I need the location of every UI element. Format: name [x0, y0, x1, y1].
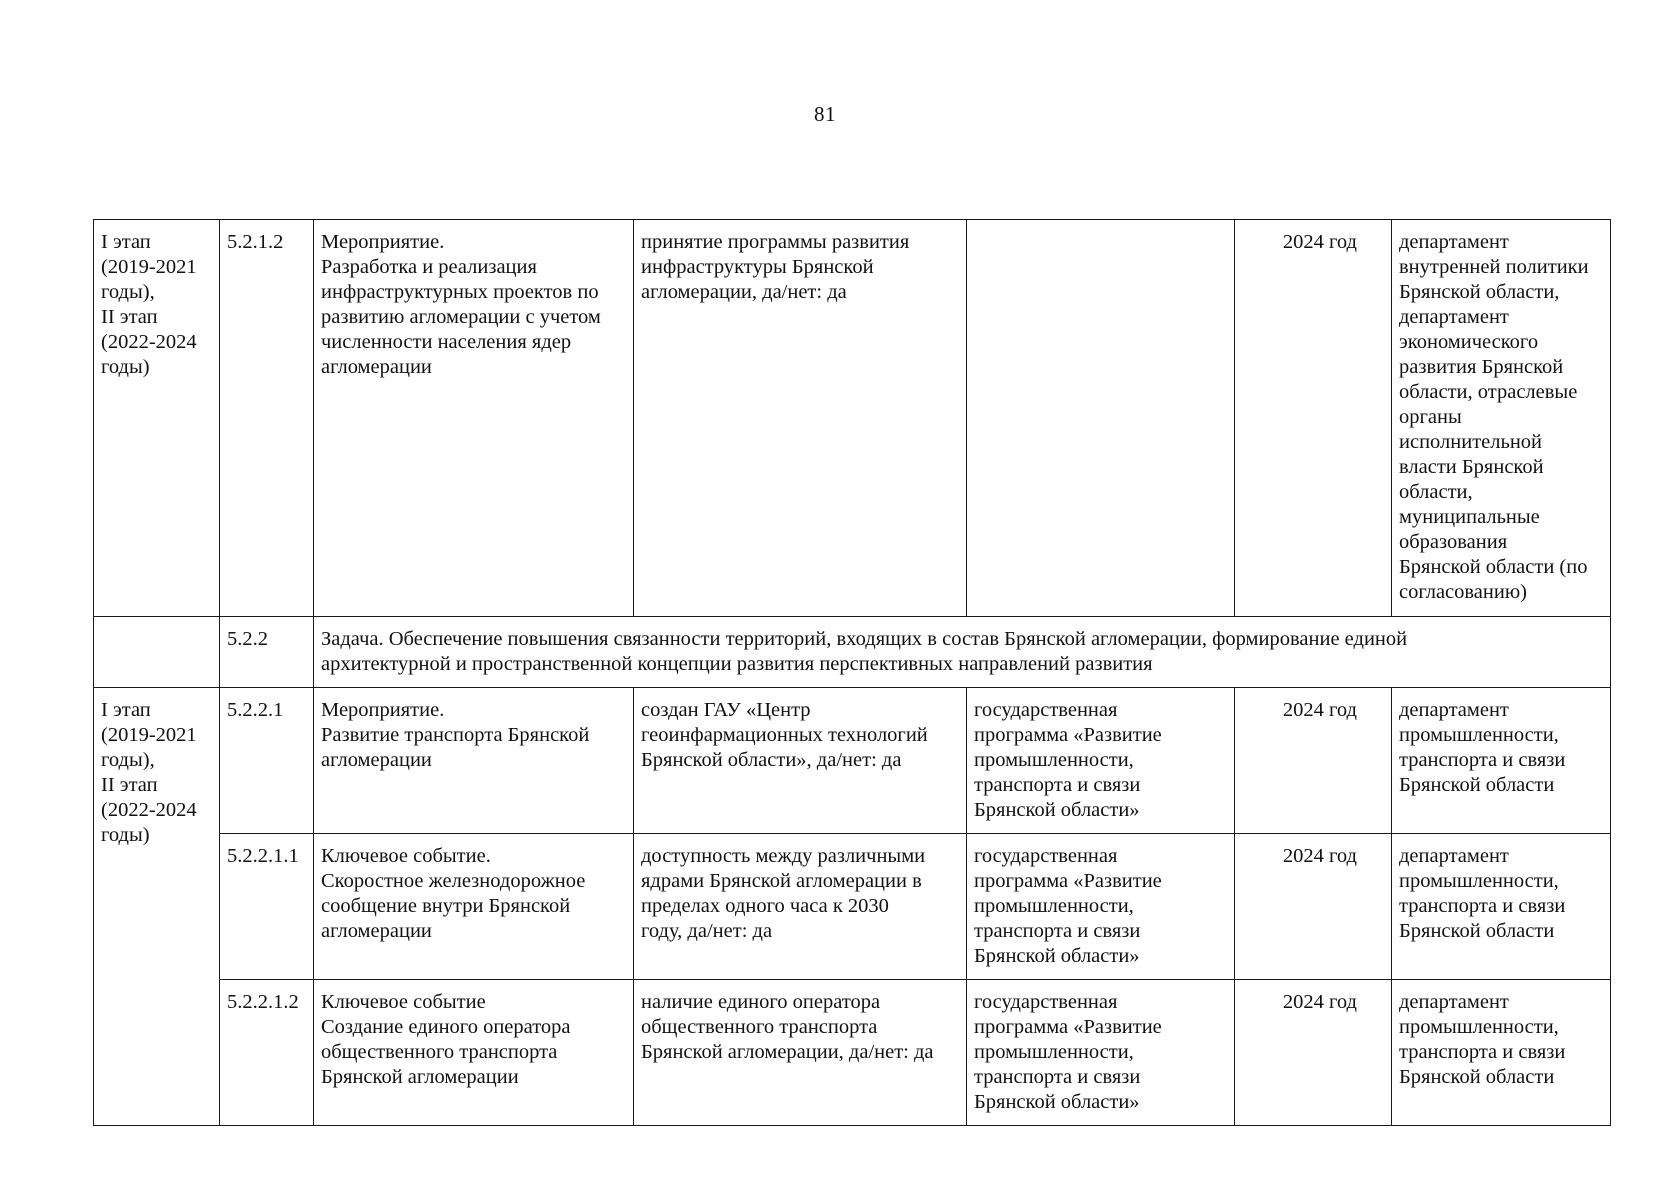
responsible-line: исполнительной	[1399, 431, 1543, 453]
year-cell: 2024 год	[1235, 834, 1392, 980]
activity-line: Мероприятие.	[321, 231, 445, 253]
task-line: архитектурной и пространственной концепции развития перспективных направлений развития	[321, 653, 1153, 675]
indicator-line: инфраструктуры Брянской	[641, 256, 874, 278]
stage-line: I этап	[101, 231, 151, 253]
responsible-line: развития Брянской	[1399, 356, 1564, 378]
table-row	[94, 617, 1611, 688]
activity-line: Ключевое событие	[321, 991, 486, 1013]
responsible-cell	[1392, 220, 1611, 617]
indicator-line: Брянской области», да/нет: да	[641, 749, 902, 771]
indicator-cell	[634, 688, 967, 834]
activity-cell	[314, 220, 634, 617]
table-row	[94, 980, 1611, 1126]
activity-line: агломерации	[321, 920, 432, 942]
responsible-line: департамент	[1399, 306, 1509, 328]
stage-line: (2022-2024	[101, 799, 197, 821]
activity-cell	[314, 834, 634, 980]
responsible-cell	[1392, 834, 1611, 980]
activity-line: Разработка и реализация	[321, 256, 537, 278]
program-cell	[967, 980, 1235, 1126]
responsible-line: департамент	[1399, 699, 1509, 721]
indicator-cell	[634, 220, 967, 617]
indicator-line: общественного транспорта	[641, 1016, 878, 1038]
responsible-line: промышленности,	[1399, 870, 1559, 892]
indicator-line: принятие программы развития	[641, 231, 910, 253]
stage-cell	[94, 617, 220, 688]
activity-line: агломерации	[321, 356, 432, 378]
responsible-line: области,	[1399, 481, 1473, 503]
page-number: 81	[814, 102, 836, 126]
activity-line: развитию агломерации с учетом	[321, 306, 601, 328]
indicator-cell	[634, 980, 967, 1126]
program-line: транспорта и связи	[974, 774, 1141, 796]
stage-line: годы)	[101, 824, 150, 846]
indicator-line: году, да/нет: да	[641, 920, 773, 942]
stage-line: (2019-2021	[101, 256, 197, 278]
activity-cell	[314, 980, 634, 1126]
program-cell	[967, 220, 1235, 617]
responsible-line: муниципальные	[1399, 506, 1540, 528]
plan-table	[93, 219, 1611, 1126]
program-line: государственная	[974, 845, 1118, 867]
activity-line: сообщение внутри Брянской	[321, 895, 571, 917]
activity-line: Развитие транспорта Брянской	[321, 724, 590, 746]
table-row	[94, 834, 1611, 980]
activity-line: агломерации	[321, 749, 432, 771]
activity-cell	[314, 688, 634, 834]
responsible-line: Брянской области (по	[1399, 556, 1588, 578]
year-cell: 2024 год	[1235, 980, 1392, 1126]
program-line: транспорта и связи	[974, 920, 1141, 942]
program-line: программа «Развитие	[974, 1016, 1162, 1038]
responsible-line: департамент	[1399, 231, 1509, 253]
responsible-line: внутренней политики	[1399, 256, 1589, 278]
responsible-line: Брянской области,	[1399, 281, 1560, 303]
activity-line: Ключевое событие.	[321, 845, 491, 867]
responsible-line: экономического	[1399, 331, 1539, 353]
program-line: государственная	[974, 991, 1118, 1013]
task-line: Задача. Обеспечение повышения связанности территорий, входящих в состав Брянской агломерации, формирование единой	[321, 628, 1408, 650]
indicator-line: наличие единого оператора	[641, 991, 881, 1013]
activity-line: Мероприятие.	[321, 699, 445, 721]
program-cell	[967, 834, 1235, 980]
activity-line: Скоростное железнодорожное	[321, 870, 586, 892]
activity-line: Создание единого оператора	[321, 1016, 571, 1038]
program-line: Брянской области»	[974, 1091, 1140, 1113]
responsible-line: Брянской области	[1399, 920, 1555, 942]
code-cell: 5.2.2.1	[220, 688, 314, 834]
responsible-line: области, отраслевые	[1399, 381, 1578, 403]
program-line: государственная	[974, 699, 1118, 721]
code-cell: 5.2.2.1.2	[220, 980, 314, 1126]
indicator-line: ядрами Брянской агломерации в	[641, 870, 922, 892]
year-cell: 2024 год	[1235, 688, 1392, 834]
indicator-line: пределах одного часа к 2030	[641, 895, 889, 917]
responsible-line: промышленности,	[1399, 724, 1559, 746]
stage-cell	[94, 688, 220, 1126]
responsible-cell	[1392, 980, 1611, 1126]
program-line: промышленности,	[974, 749, 1134, 771]
stage-line: II этап	[101, 774, 158, 796]
responsible-line: органы	[1399, 406, 1462, 428]
responsible-line: согласованию)	[1399, 581, 1527, 603]
responsible-line: департамент	[1399, 991, 1509, 1013]
activity-line: общественного транспорта	[321, 1041, 558, 1063]
program-line: программа «Развитие	[974, 724, 1162, 746]
code-cell: 5.2.2	[220, 617, 314, 688]
activity-line: Брянской агломерации	[321, 1066, 519, 1088]
program-line: Брянской области»	[974, 945, 1140, 967]
table-row	[94, 688, 1611, 834]
stage-cell	[94, 220, 220, 617]
indicator-cell	[634, 834, 967, 980]
table-row	[94, 220, 1611, 617]
program-line: программа «Развитие	[974, 870, 1162, 892]
responsible-line: образования	[1399, 531, 1508, 553]
program-cell	[967, 688, 1235, 834]
stage-line: годы),	[101, 749, 155, 771]
stage-line: (2022-2024	[101, 331, 197, 353]
task-cell	[314, 617, 1611, 688]
year-cell: 2024 год	[1235, 220, 1392, 617]
program-line: промышленности,	[974, 1041, 1134, 1063]
responsible-line: транспорта и связи	[1399, 895, 1566, 917]
activity-line: инфраструктурных проектов по	[321, 281, 599, 303]
indicator-line: агломерации, да/нет: да	[641, 281, 847, 303]
program-line: промышленности,	[974, 895, 1134, 917]
responsible-line: Брянской области	[1399, 774, 1555, 796]
activity-line: численности населения ядер	[321, 331, 572, 353]
responsible-cell	[1392, 688, 1611, 834]
stage-line: годы),	[101, 281, 155, 303]
stage-line: (2019-2021	[101, 724, 197, 746]
indicator-line: создан ГАУ «Центр	[641, 699, 811, 721]
responsible-line: транспорта и связи	[1399, 749, 1566, 771]
stage-line: I этап	[101, 699, 151, 721]
program-line: Брянской области»	[974, 799, 1140, 821]
code-cell: 5.2.2.1.1	[220, 834, 314, 980]
responsible-line: Брянской области	[1399, 1066, 1555, 1088]
stage-line: II этап	[101, 306, 158, 328]
responsible-line: департамент	[1399, 845, 1509, 867]
responsible-line: власти Брянской	[1399, 456, 1544, 478]
indicator-line: геоинфармационных технологий	[641, 724, 928, 746]
indicator-line: Брянской агломерации, да/нет: да	[641, 1041, 934, 1063]
code-cell: 5.2.1.2	[220, 220, 314, 617]
indicator-line: доступность между различными	[641, 845, 926, 867]
stage-line: годы)	[101, 356, 150, 378]
responsible-line: промышленности,	[1399, 1016, 1559, 1038]
responsible-line: транспорта и связи	[1399, 1041, 1566, 1063]
program-line: транспорта и связи	[974, 1066, 1141, 1088]
